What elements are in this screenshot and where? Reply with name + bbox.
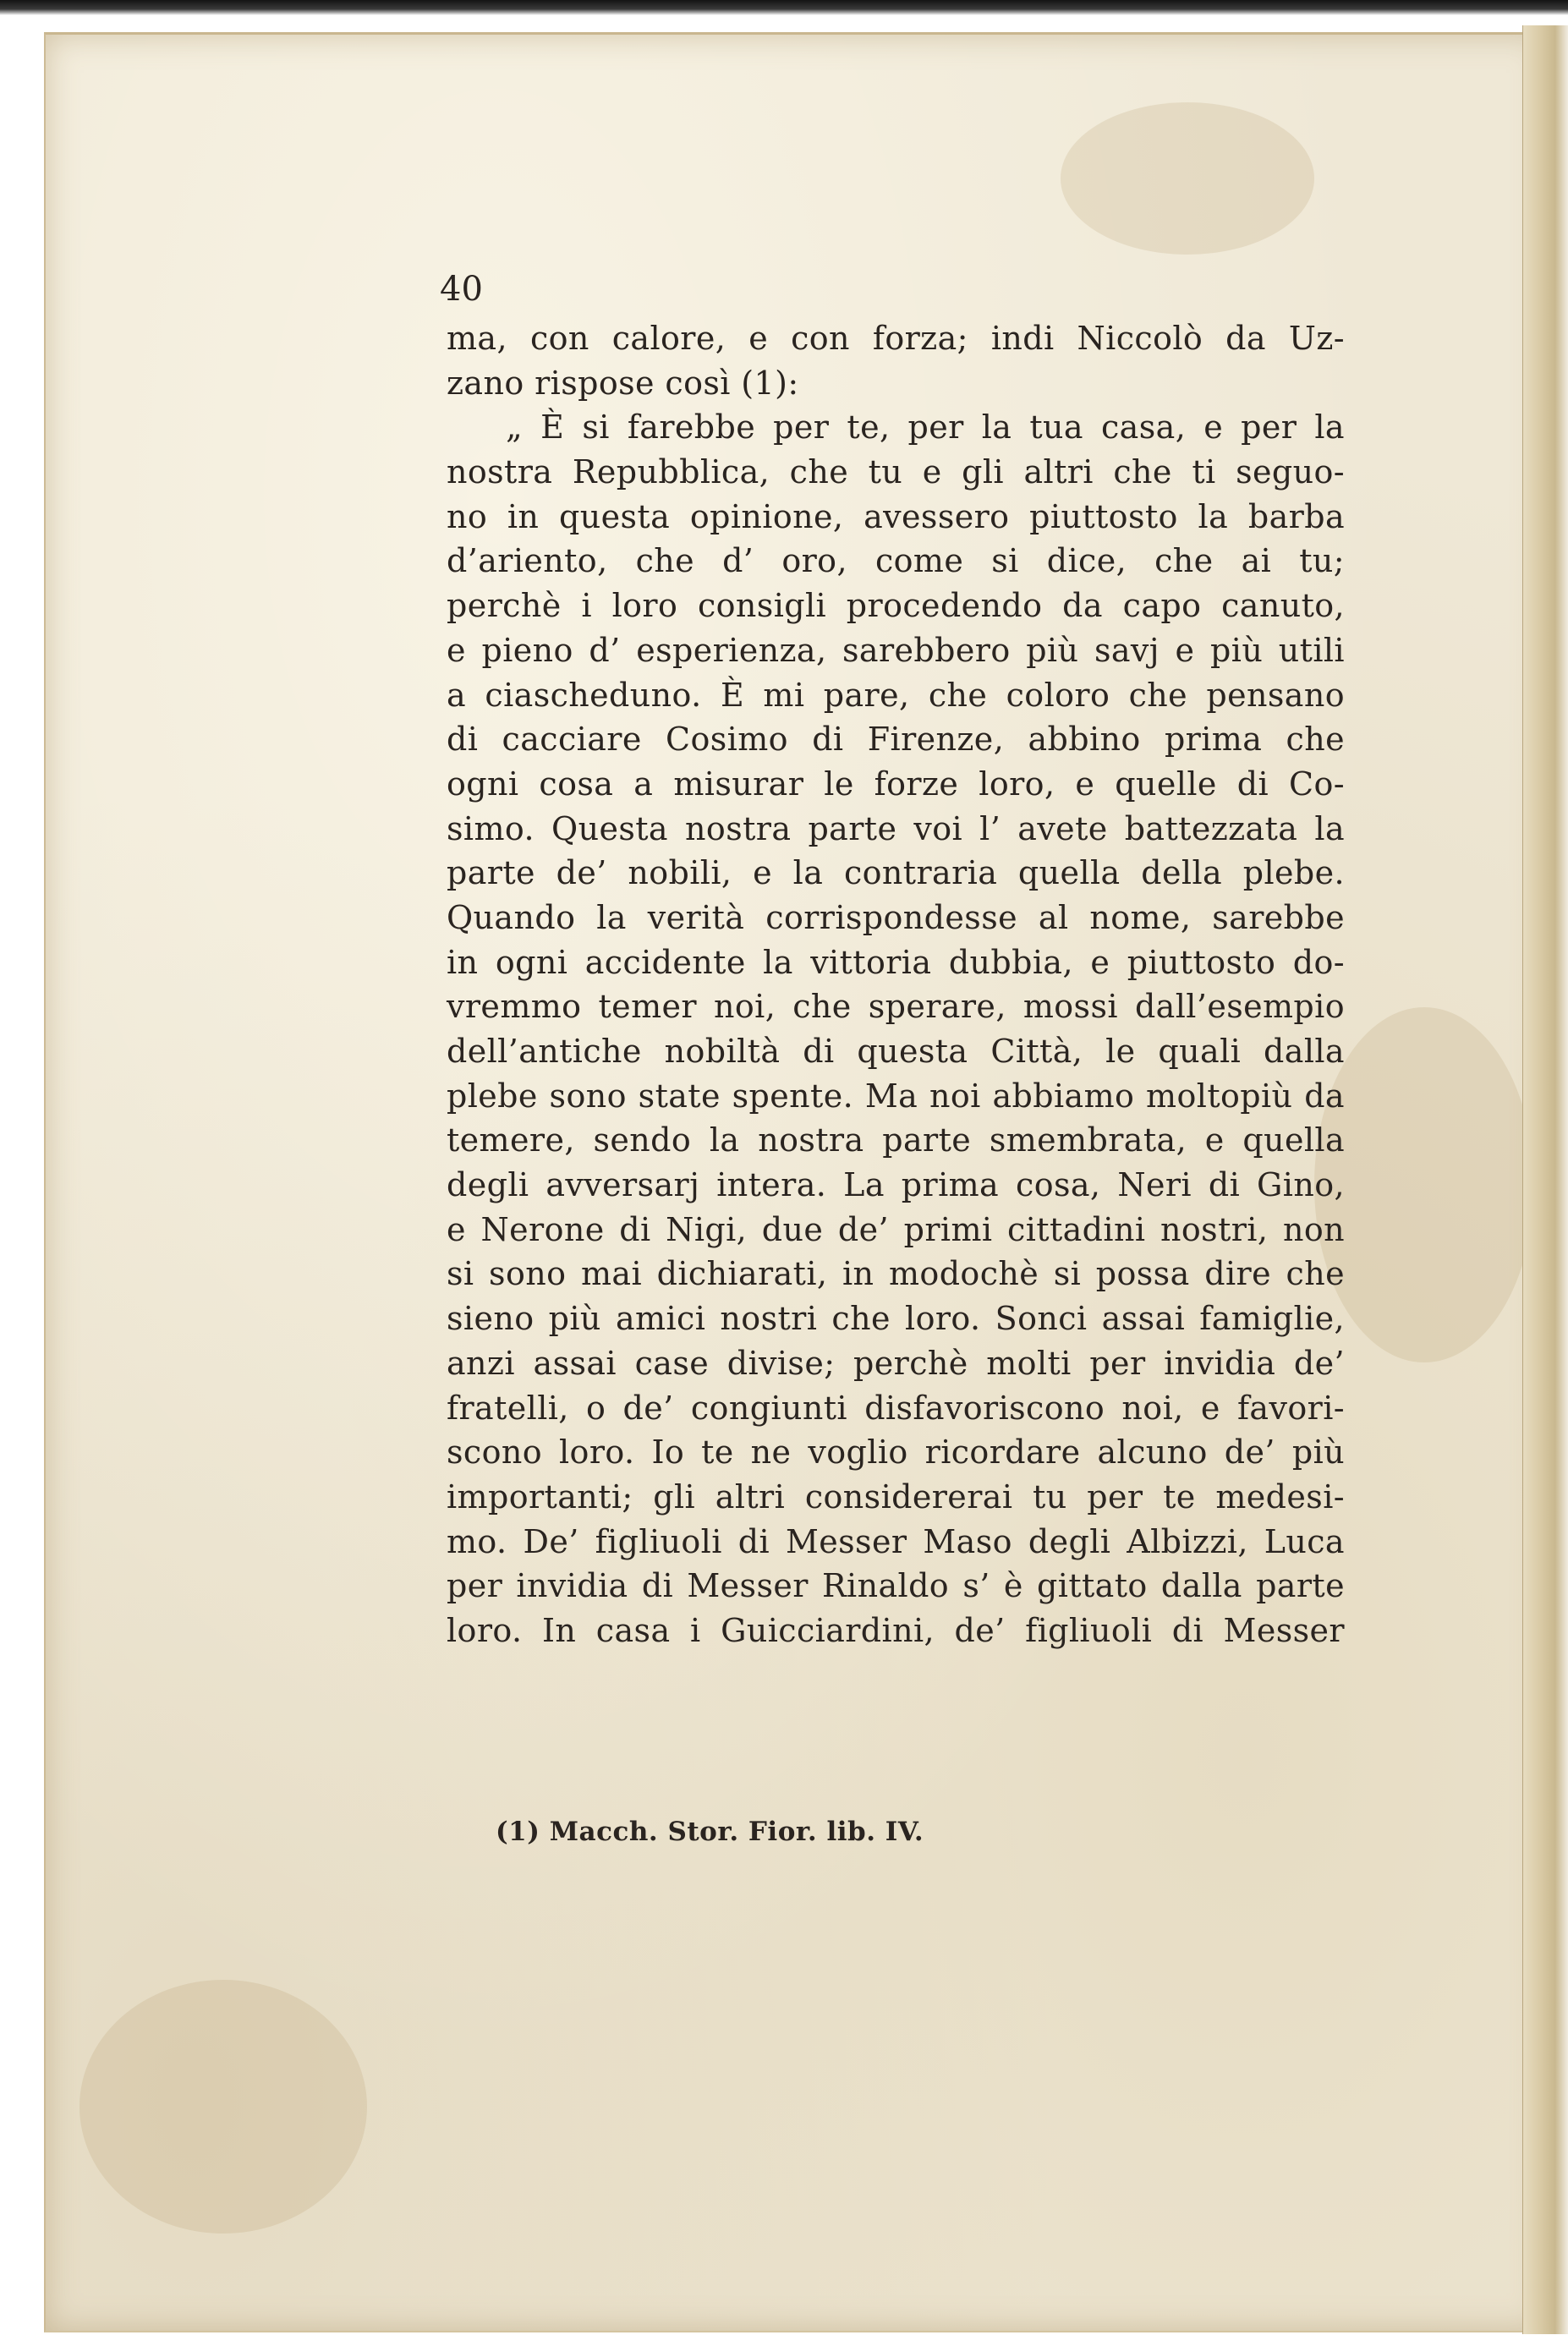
text-line: „ È si farebbe per te, per la tua casa, e per la: [506, 408, 1345, 447]
scan-top-edge: [0, 0, 1568, 15]
body-text: [447, 269, 1345, 1653]
text-line: dell’antiche nobiltà di questa Città, le quali dalla: [447, 1033, 1345, 1070]
text-line: nostra Repubblica, che tu e gli altri che ti seguo-: [447, 453, 1345, 491]
page-spine-edge: [1522, 25, 1568, 2334]
text-line: degli avversarj intera. La prima cosa, Neri di Gino,: [447, 1166, 1345, 1204]
text-line: si sono mai dichiarati, in modochè si possa dire che: [447, 1255, 1345, 1293]
text-line: e pieno d’ esperienza, sarebbero più savj e più utili: [447, 631, 1345, 669]
page-number: 40: [440, 270, 483, 309]
paper-stain: [1061, 102, 1314, 255]
text-line: simo. Questa nostra parte voi l’ avete battezzata la: [447, 809, 1345, 847]
text-line: mo. De’ figliuoli di Messer Maso degli Albizzi, Luca: [447, 1522, 1345, 1560]
text-line: scono loro. Io te ne voglio ricordare alcuno de’ più: [447, 1433, 1345, 1472]
text-line: fratelli, o de’ congiunti disfavoriscono noi, e favori-: [447, 1389, 1345, 1427]
text-line: plebe sono state spente. Ma noi abbiamo moltopiù da: [447, 1077, 1345, 1115]
text-line: ma, con calore, e con forza; indi Niccolò da Uz-: [447, 320, 1345, 357]
text-line: sieno più amici nostri che loro. Sonci assai famiglie,: [447, 1300, 1345, 1338]
text-line: d’ariento, che d’ oro, come si dice, che ai tu;: [447, 542, 1345, 580]
text-line: no in questa opinione, avessero piuttosto la barba: [447, 497, 1345, 535]
text-line: vremmo temer noi, che sperare, mossi dall’esempio: [447, 988, 1345, 1026]
paper-stain: [1314, 1007, 1534, 1362]
paper-stain: [79, 1980, 367, 2234]
text-line: anzi assai case divise; perchè molti per invidia de’: [447, 1344, 1345, 1382]
text-line: a ciascheduno. È mi pare, che coloro che pensano: [447, 676, 1345, 714]
text-line: loro. In casa i Guicciardini, de’ figliuoli di Messer: [447, 1611, 1345, 1649]
footnote: (1) Macch. Stor. Fior. lib. IV.: [496, 1817, 924, 1847]
text-line: temere, sendo la nostra parte smembrata, e quella: [447, 1121, 1345, 1159]
text-line: per invidia di Messer Rinaldo s’ è gittato dalla parte: [447, 1567, 1345, 1605]
text-line: parte de’ nobili, e la contraria quella della plebe.: [447, 854, 1345, 892]
text-line: importanti; gli altri considererai tu per te medesi-: [447, 1477, 1345, 1516]
text-line: perchè i loro consigli procedendo da capo canuto,: [447, 587, 1345, 625]
text-line: Quando la verità corrispondesse al nome, sarebbe: [447, 898, 1345, 936]
text-line: di cacciare Cosimo di Firenze, abbino prima che: [447, 721, 1345, 759]
text-line: ogni cosa a misurar le forze loro, e quelle di Co-: [447, 765, 1345, 803]
text-line: in ogni accidente la vittoria dubbia, e piuttosto do-: [447, 943, 1345, 981]
text-line: e Nerone di Nigi, due de’ primi cittadini nostri, non: [447, 1210, 1345, 1248]
text-line: zano rispose così (1):: [447, 364, 799, 402]
